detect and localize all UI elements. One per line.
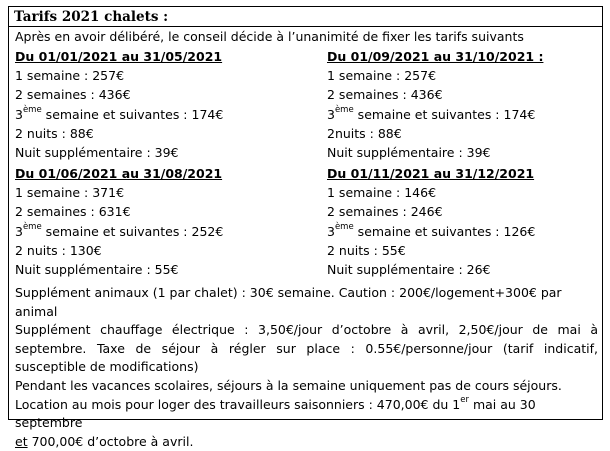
- price-2-nights: 2 nuits : 55€: [327, 242, 406, 258]
- price-2-nights: 2nuits : 88€: [327, 125, 402, 141]
- price-2-nights: 2 nuits : 130€: [15, 242, 102, 258]
- price-2-weeks: 2 semaines : 436€: [327, 87, 443, 103]
- price-1-week: 1 semaine : 146€: [327, 185, 437, 201]
- monthly-rental-text: Location au mois pour loger des travailleurs saisonniers : 470,00€ du 1er mai au 30 septembre et 700,00€ d’octobre à avril.: [15, 395, 536, 449]
- price-extra-night: Nuit supplémentaire : 55€: [15, 262, 179, 278]
- holidays-text: Pendant les vacances scolaires, séjours à la semaine uniquement pas de cours séjours.: [15, 377, 562, 393]
- document-title: Tarifs 2021 chalets :: [14, 9, 169, 25]
- period-block-jan-may: [15, 47, 223, 162]
- price-1-week: 1 semaine : 257€: [15, 68, 125, 84]
- period-block-jun-aug: [15, 164, 223, 279]
- price-3rd-week: 3ème semaine et suivantes : 174€: [15, 105, 224, 122]
- period-heading: Du 01/11/2021 au 31/12/2021: [327, 166, 535, 181]
- supplements-text: Supplément animaux (1 par chalet) : 30€ semaine. Caution : 200€/logement+300€ par animal: [15, 285, 562, 319]
- period-block-sep-oct: [327, 47, 543, 162]
- period-block-nov-dec: [327, 164, 535, 279]
- title-divider: [8, 26, 603, 27]
- price-2-weeks: 2 semaines : 436€: [15, 87, 131, 103]
- price-3rd-week: 3ème semaine et suivantes : 252€: [15, 222, 224, 239]
- price-3rd-week: 3ème semaine et suivantes : 174€: [327, 105, 536, 122]
- price-2-weeks: 2 semaines : 246€: [327, 204, 443, 220]
- price-extra-night: Nuit supplémentaire : 39€: [15, 145, 179, 161]
- heating-tax-text: Supplément chauffage électrique : 3,50€/jour d’octobre à avril, 2,50€/jour de mai à septembre. Taxe de séjour à régler sur place : 0.55€/personne/jour (tarif indicatif, susceptible de modifications): [15, 322, 598, 375]
- price-2-weeks: 2 semaines : 631€: [15, 204, 131, 220]
- intro-text: Après en avoir délibéré, le conseil décide à l’unanimité de fixer les tarifs suivants: [15, 29, 524, 44]
- period-heading: Du 01/09/2021 au 31/10/2021 :: [327, 49, 544, 64]
- price-extra-night: Nuit supplémentaire : 26€: [327, 262, 491, 278]
- price-3rd-week: 3ème semaine et suivantes : 126€: [327, 222, 536, 239]
- price-1-week: 1 semaine : 371€: [15, 185, 125, 201]
- period-heading: Du 01/06/2021 au 31/08/2021: [15, 166, 223, 181]
- price-1-week: 1 semaine : 257€: [327, 68, 437, 84]
- period-heading: Du 01/01/2021 au 31/05/2021: [15, 49, 223, 64]
- price-extra-night: Nuit supplémentaire : 39€: [327, 145, 491, 161]
- price-2-nights: 2 nuits : 88€: [15, 125, 94, 141]
